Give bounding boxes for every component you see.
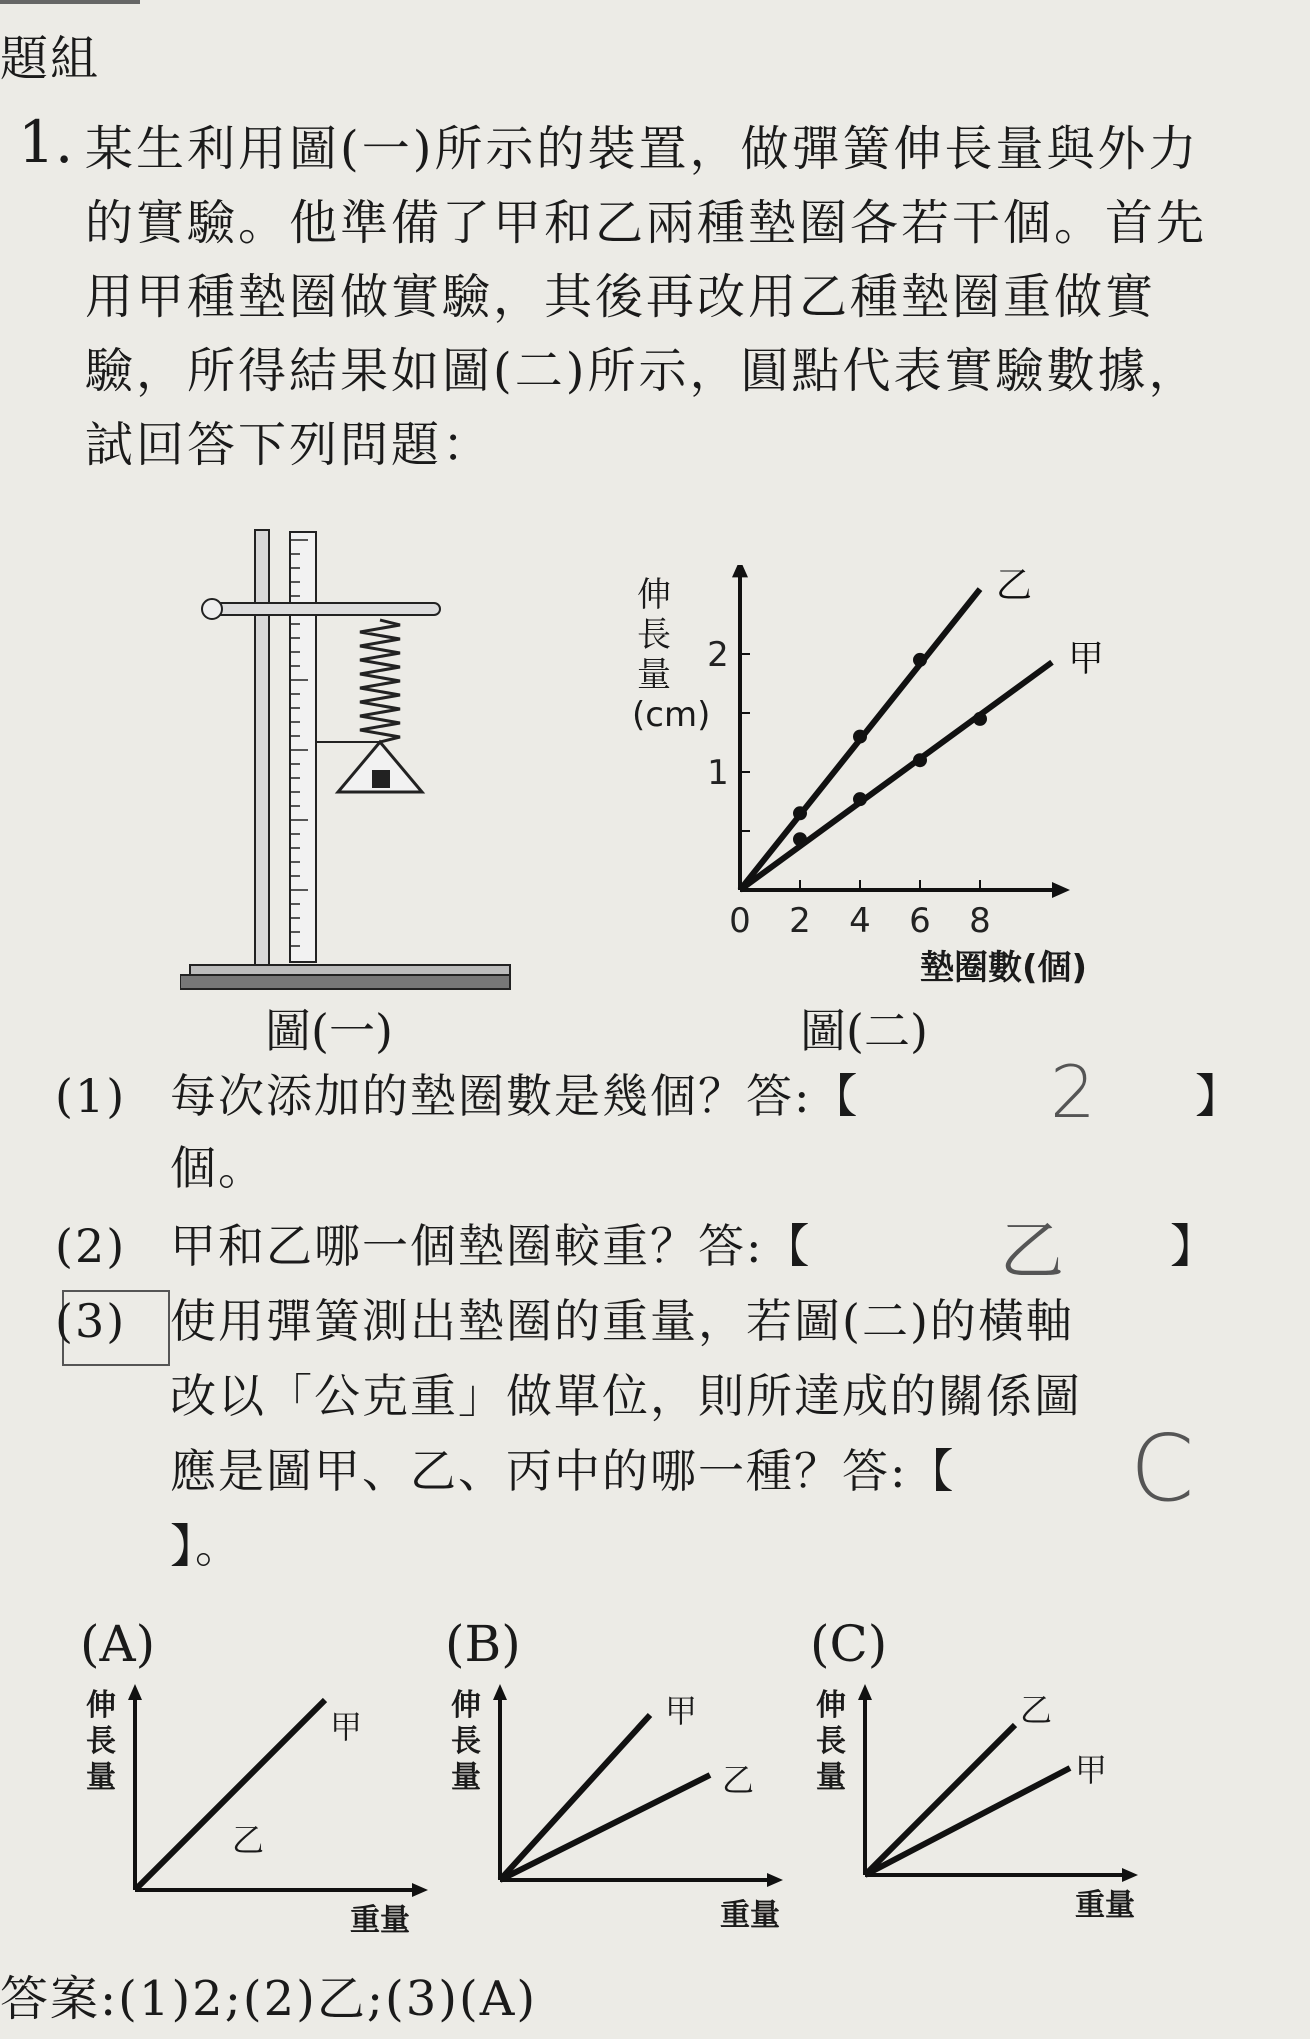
clamp-knob (202, 599, 222, 619)
subq1-close-bracket: 】 (1195, 1069, 1243, 1123)
option-c-ylabel: 伸長量 (816, 1688, 846, 1795)
chart-xlabel: 墊圈數(個) (920, 948, 1088, 988)
y-tick-label: 1 (707, 753, 729, 793)
x-tick-label: 6 (909, 901, 931, 941)
x-tick-label: 2 (789, 901, 811, 941)
subq3-line3: 應是圖甲、乙、丙中的哪一種？答:【 (170, 1444, 956, 1498)
question-text: 某生利用圖(一)所示的裝置，做彈簧伸長量與外力的實驗。他準備了甲和乙兩種墊圈各若干個。首先用甲種墊圈做實驗，其後再改用乙種墊圈重做實驗，所得結果如圖(二)所示，圓點代表實驗數據，試回答下列問題： (85, 121, 1208, 473)
data-point (973, 712, 987, 726)
option-b-line-1 (500, 1715, 650, 1880)
option-b-line-label-1: 甲 (665, 1692, 698, 1730)
option-c-line-1 (865, 1725, 1015, 1875)
subq2-close-bracket: 】 (1170, 1219, 1218, 1273)
data-point (853, 730, 867, 744)
y-tick-label: 2 (707, 635, 729, 675)
option-a-xlabel: 重量 (350, 1903, 410, 1938)
option-c-line-label-2: 甲 (1075, 1751, 1108, 1789)
fig2-caption: 圖(二) (800, 1004, 928, 1058)
option-b-line-label-2: 乙 (722, 1761, 755, 1799)
spring (360, 620, 400, 742)
subq1-cont: 個。 (170, 1141, 266, 1195)
x-tick-label: 4 (849, 901, 871, 941)
option-c-line-2 (865, 1768, 1070, 1875)
clamp-arm (210, 603, 440, 615)
top-rule (0, 0, 140, 4)
question-number: 1. (18, 108, 74, 176)
subq3-line1: 使用彈簧測出墊圈的重量，若圖(二)的橫軸 (170, 1294, 1074, 1348)
data-point (853, 792, 867, 806)
data-point (913, 653, 927, 667)
chart-ticks (707, 635, 991, 941)
subq3-close-bracket: 】。 (170, 1519, 243, 1573)
x-tick-label: 8 (969, 901, 991, 941)
subq3-number: (3) (55, 1294, 127, 1348)
subq2-text: 甲和乙哪一個墊圈較重？答:【 (170, 1219, 812, 1273)
option-a-line-label-2: 乙 (232, 1821, 265, 1859)
series-label: 甲 (1068, 638, 1105, 680)
spring-apparatus-figure (180, 520, 520, 1000)
subq1-number: (1) (55, 1069, 127, 1123)
option-a-ylabel: 伸長量 (86, 1688, 116, 1795)
series-label: 乙 (996, 565, 1033, 607)
option-c-xlabel: 重量 (1075, 1888, 1135, 1923)
option-b-xlabel: 重量 (720, 1898, 780, 1933)
option-c-line-label-1: 乙 (1020, 1691, 1053, 1729)
option-b-line-2 (500, 1775, 710, 1880)
elongation-chart (620, 565, 1140, 995)
chart-axes (732, 565, 1070, 898)
subq2-handwritten-answer: 乙 (1000, 1215, 1064, 1289)
subq2-number: (2) (55, 1219, 127, 1273)
x-tick-label: 0 (729, 901, 751, 941)
option-a-line-label-1: 甲 (330, 1708, 363, 1746)
data-point (793, 806, 807, 820)
option-b-ylabel: 伸長量 (451, 1688, 481, 1795)
section-label: 題組 (0, 31, 101, 87)
subq1-text: 每次添加的墊圈數是幾個？答:【 (170, 1069, 860, 1123)
chart-ylabel: 伸長量(cm) (632, 575, 711, 735)
fig1-caption: 圖(一) (265, 1004, 393, 1058)
base (180, 975, 510, 989)
subq3-line2: 改以「公克重」做單位，則所達成的關係圖 (170, 1369, 1082, 1423)
data-point (913, 753, 927, 767)
subq3-handwritten-answer: C (1130, 1415, 1195, 1522)
answer-line: 答案:(1)2;(2)乙;(3)(A) (0, 1971, 538, 2027)
option-a-line (135, 1700, 325, 1890)
chart-series (740, 589, 1052, 890)
option-a-label: (A) (80, 1615, 156, 1673)
option-c-label: (C) (810, 1615, 888, 1673)
option-b-label: (B) (445, 1615, 521, 1673)
stand-pole (255, 530, 269, 970)
weight (372, 770, 390, 788)
data-point (793, 832, 807, 846)
subq1-handwritten-answer: 2 (1050, 1050, 1096, 1134)
x-axis-arrow (1052, 882, 1070, 898)
base-top (190, 965, 510, 975)
y-axis-arrow (732, 565, 748, 577)
